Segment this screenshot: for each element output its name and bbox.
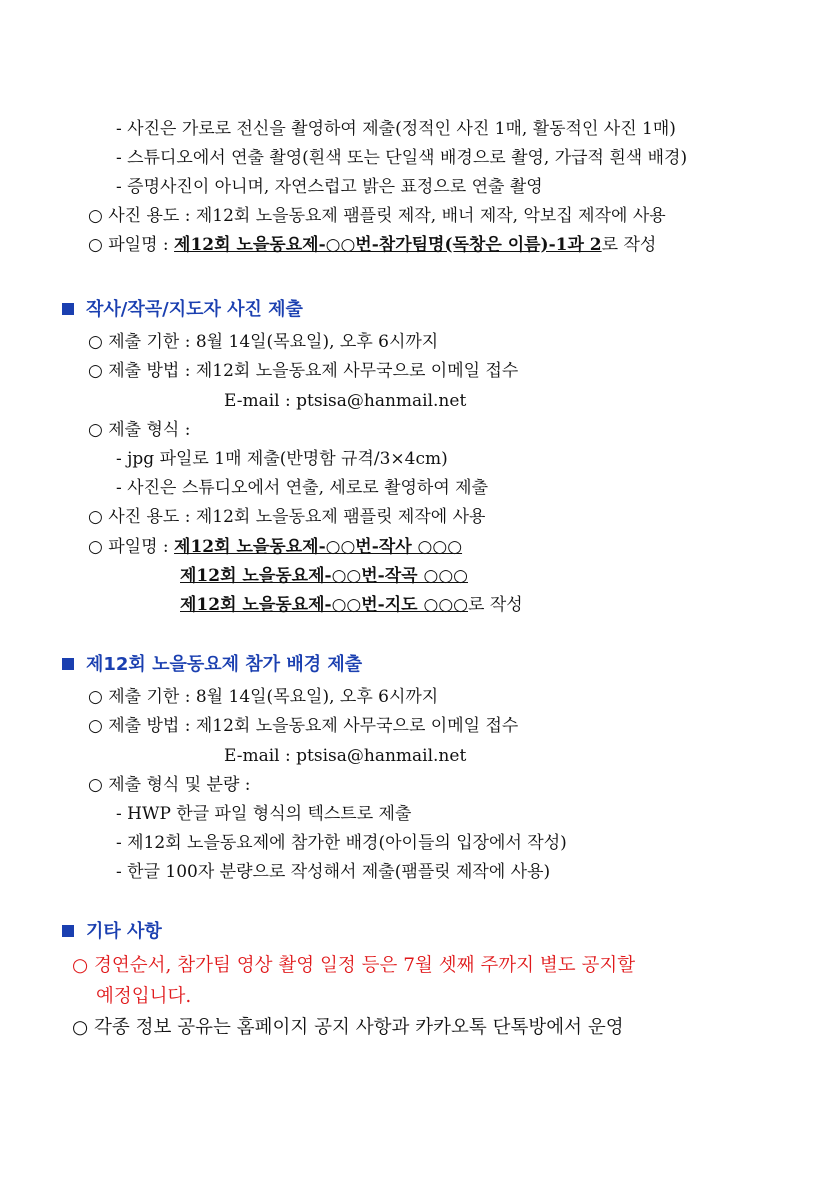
filename-line-3 <box>180 593 523 617</box>
info-sharing-note: ○ 각종 정보 공유는 홈페이지 공지 사항과 카카오톡 단톡방에서 운영 <box>72 1017 624 1038</box>
email-address: E-mail : ptsisa@hanmail.net <box>224 746 467 766</box>
photo-filename <box>88 233 656 257</box>
section-title: 작사/작곡/지도자 사진 제출 <box>86 299 303 320</box>
filename-line-1 <box>88 535 462 559</box>
filename-line-2 <box>180 564 468 588</box>
format-item: - 한글 100자 분량으로 작성해서 제출(팸플릿 제작에 사용) <box>116 862 551 882</box>
format-item: - 제12회 노을동요제에 참가한 배경(아이들의 입장에서 작성) <box>116 833 567 853</box>
deadline: ○ 제출 기한 : 8월 14일(목요일), 오후 6시까지 <box>88 332 439 352</box>
section-title: 제12회 노을동요제 참가 배경 제출 <box>86 654 363 675</box>
filename-pattern: 제12회 노을동요제-○○번-작사 ○○○ <box>174 537 463 557</box>
section-heading-background <box>62 652 362 678</box>
filename-pattern: 제12회 노을동요제-○○번-참가팀명(독창은 이름)-1과 2 <box>174 235 602 255</box>
photo-instruction-1: - 사진은 가로로 전신을 촬영하여 제출(정적인 사진 1매, 활동적인 사진 1매) <box>116 119 676 139</box>
submit-format: ○ 제출 형식 및 분량 : <box>88 775 251 795</box>
square-bullet-icon <box>62 925 74 937</box>
section-heading-photos <box>62 297 303 323</box>
notice-red-line-1: ○ 경연순서, 참가팀 영상 촬영 일정 등은 7월 셋째 주까지 별도 공지할 <box>72 955 636 976</box>
filename-suffix: 로 작성 <box>601 235 657 255</box>
filename-pattern: 제12회 노을동요제-○○번-지도 ○○○ <box>180 595 468 615</box>
submit-method: ○ 제출 방법 : 제12회 노을동요제 사무국으로 이메일 접수 <box>88 716 519 736</box>
section-heading-etc <box>62 919 162 945</box>
format-item: - HWP 한글 파일 형식의 텍스트로 제출 <box>116 804 412 824</box>
square-bullet-icon <box>62 658 74 670</box>
photo-usage: ○ 사진 용도 : 제12회 노을동요제 팸플릿 제작에 사용 <box>88 507 486 527</box>
filename-prefix: ○ 파일명 : <box>88 235 175 255</box>
square-bullet-icon <box>62 303 74 315</box>
photo-instruction-2: - 스튜디오에서 연출 촬영(흰색 또는 단일색 배경으로 촬영, 가급적 흰색 배경) <box>116 148 688 168</box>
filename-suffix: 로 작성 <box>468 595 523 615</box>
notice-red-line-2: 예정입니다. <box>96 986 192 1007</box>
format-item: - jpg 파일로 1매 제출(반명함 규격/3×4cm) <box>116 449 448 469</box>
submit-method: ○ 제출 방법 : 제12회 노을동요제 사무국으로 이메일 접수 <box>88 361 519 381</box>
photo-usage: ○ 사진 용도 : 제12회 노을동요제 팸플릿 제작, 배너 제작, 악보집 제작에 사용 <box>88 206 666 226</box>
submit-format: ○ 제출 형식 : <box>88 420 191 440</box>
email-address: E-mail : ptsisa@hanmail.net <box>224 391 467 411</box>
filename-pattern: 제12회 노을동요제-○○번-작곡 ○○○ <box>180 566 468 586</box>
photo-instruction-3: - 증명사진이 아니며, 자연스럽고 밝은 표정으로 연출 촬영 <box>116 177 543 197</box>
deadline: ○ 제출 기한 : 8월 14일(목요일), 오후 6시까지 <box>88 687 439 707</box>
section-title: 기타 사항 <box>86 921 162 942</box>
format-item: - 사진은 스튜디오에서 연출, 세로로 촬영하여 제출 <box>116 478 489 498</box>
filename-prefix: ○ 파일명 : <box>88 537 175 557</box>
